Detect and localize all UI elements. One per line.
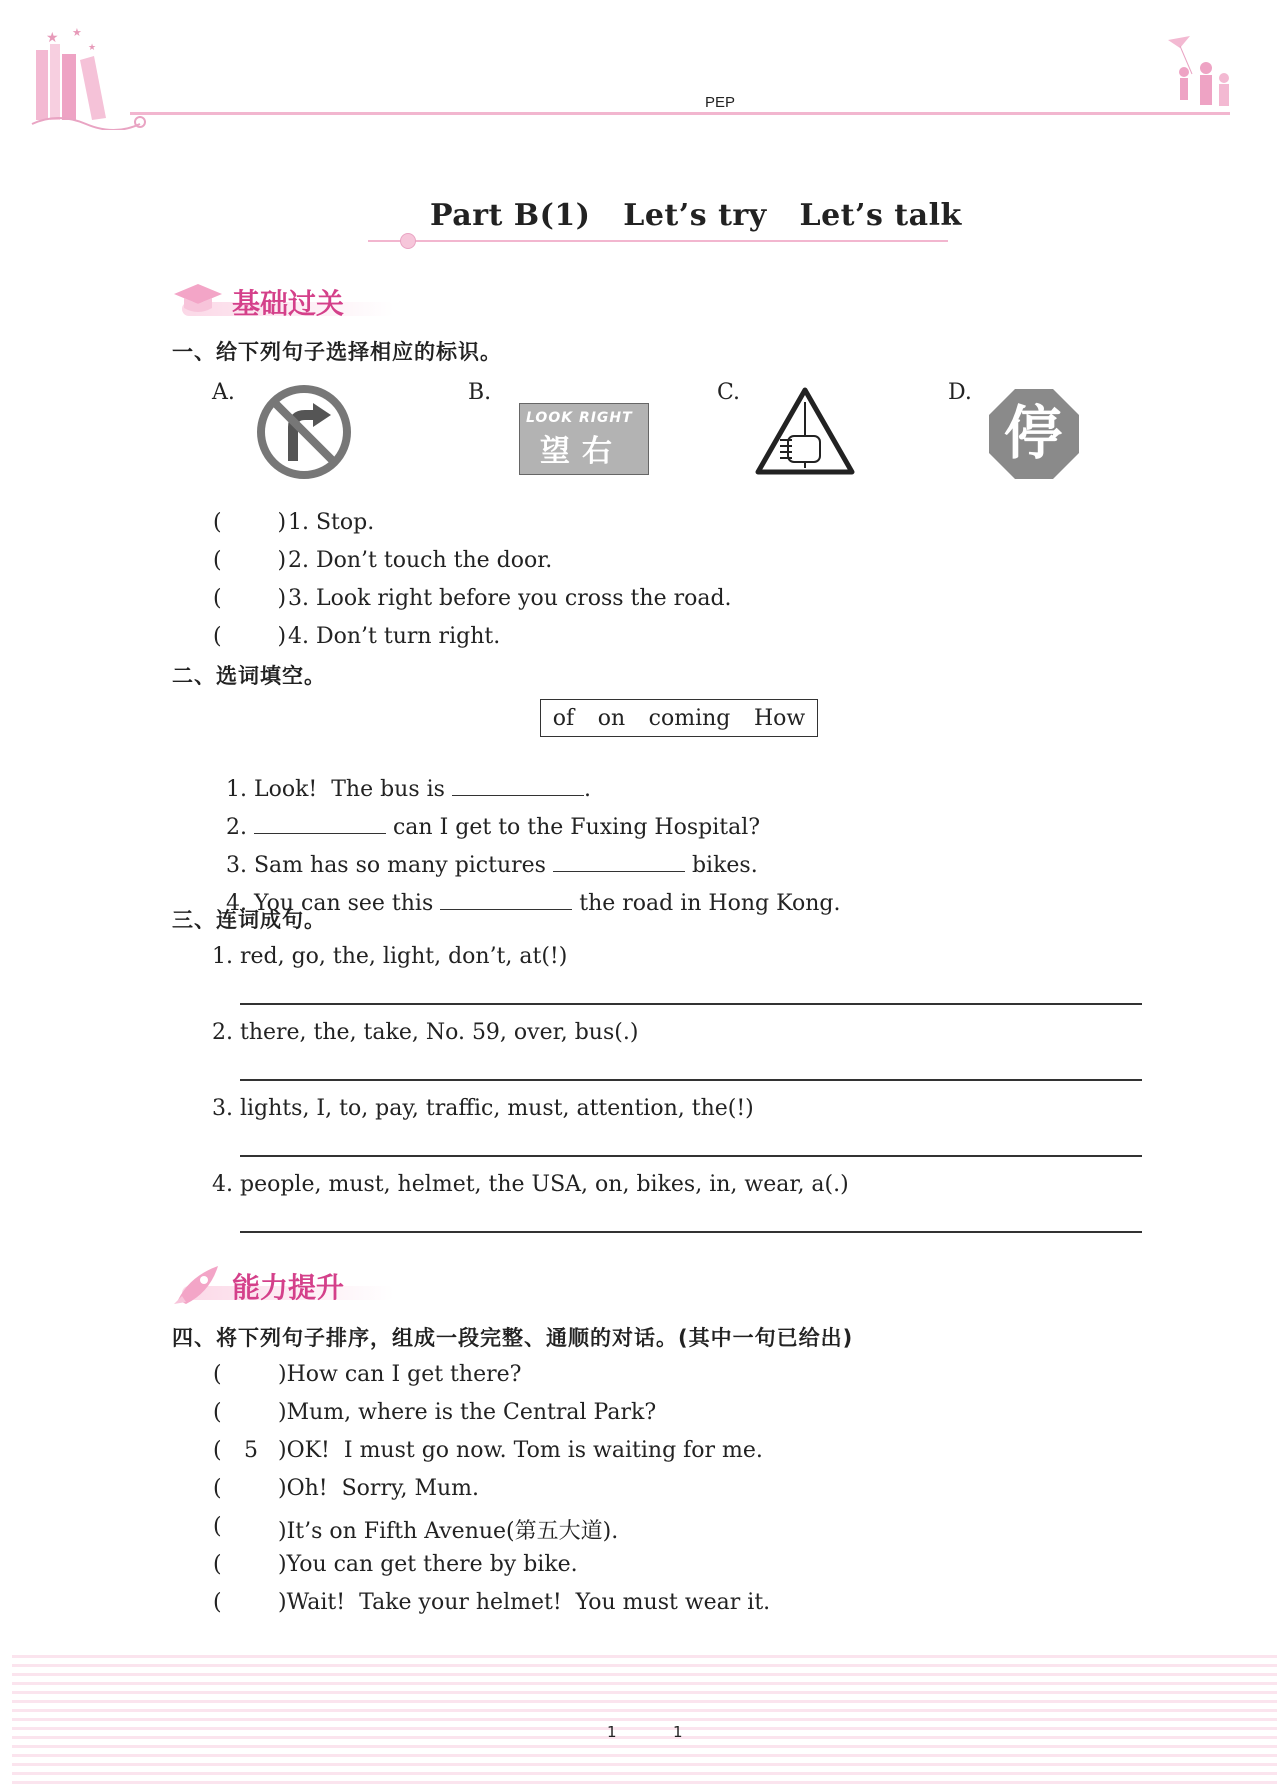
q1-paren-2: ( )	[213, 548, 287, 573]
q1-item-2: 2. Don’t touch the door.	[288, 548, 553, 573]
option-label-d: D.	[948, 380, 972, 405]
question-4-heading: 四、将下列句子排序，组成一段完整、通顺的对话。(其中一句已给出)	[172, 1326, 854, 1350]
q4-item-1: )How can I get there?	[278, 1362, 522, 1387]
q4-item-3: )OK! I must go now. Tom is waiting for me.	[278, 1438, 763, 1463]
q4-open-paren: (	[213, 1552, 222, 1577]
look-right-sign-cn: 望右	[540, 434, 624, 469]
banner-title: 基础过关	[232, 287, 345, 320]
q1-paren-4: ( )	[213, 624, 287, 649]
q3-item-3: 3. lights, I, to, pay, traffic, must, attention, the(!)	[212, 1096, 754, 1121]
page-number-right: 1	[673, 1723, 683, 1741]
question-3-heading: 三、连词成句。	[172, 908, 326, 932]
q2-item-4-after: the road in Hong Kong.	[572, 891, 841, 916]
word-bank-word: on	[597, 705, 626, 731]
q4-open-paren: (	[213, 1438, 222, 1463]
graduation-cap-icon	[170, 278, 226, 318]
question-2-heading: 二、选词填空。	[172, 664, 326, 688]
option-label-a: A.	[212, 380, 235, 405]
q4-open-paren: (	[213, 1476, 222, 1501]
svg-text:★: ★	[72, 26, 82, 39]
no-right-turn-sign-icon	[255, 383, 353, 481]
q1-item-1: 1. Stop.	[288, 510, 375, 535]
q4-item-5: )It’s on Fifth Avenue(第五大道).	[278, 1519, 619, 1544]
word-bank-word: of	[552, 705, 575, 731]
q2-item-1-before: 1. Look! The bus is	[226, 777, 452, 802]
q4-open-paren: (	[213, 1362, 222, 1387]
q4-item-4: )Oh! Sorry, Mum.	[278, 1476, 480, 1501]
question-1-heading: 一、给下列句子选择相应的标识。	[172, 340, 502, 364]
q2-item-2-after: can I get to the Fuxing Hospital?	[385, 815, 761, 840]
q1-item-3: 3. Look right before you cross the road.	[288, 586, 732, 611]
answer-line[interactable]	[240, 1079, 1142, 1081]
stop-sign-text: 停	[1004, 399, 1063, 467]
q2-item-3-before: 3. Sam has so many pictures	[226, 853, 553, 878]
q4-item-2: )Mum, where is the Central Park?	[278, 1400, 657, 1425]
header-rule	[130, 112, 1230, 115]
q4-open-paren: (	[213, 1514, 222, 1539]
answer-line[interactable]	[240, 1155, 1142, 1157]
q1-paren-3: ( )	[213, 586, 287, 611]
answer-line[interactable]	[240, 1003, 1142, 1005]
word-bank	[540, 699, 818, 737]
series-label: PEP	[705, 94, 736, 111]
q3-item-4: 4. people, must, helmet, the USA, on, bikes, in, wear, a(.)	[212, 1172, 849, 1197]
q3-item-1: 1. red, go, the, light, don’t, at(!)	[212, 944, 568, 969]
q2-item-2-before: 2.	[226, 815, 254, 840]
look-right-sign-en: LOOK RIGHT	[526, 410, 633, 426]
rocket-icon	[170, 1262, 226, 1306]
q1-paren-1: ( )	[213, 510, 287, 535]
q2-item-3-after: bikes.	[684, 853, 758, 878]
title-dot	[400, 233, 416, 249]
svg-text:★: ★	[46, 30, 59, 46]
option-label-b: B.	[468, 380, 492, 405]
do-not-touch-sign-icon	[752, 384, 858, 480]
option-label-c: C.	[717, 380, 741, 405]
children-kite-icon	[1160, 34, 1240, 114]
word-bank-word: coming	[648, 705, 731, 731]
banner-title: 能力提升	[232, 1271, 345, 1304]
q4-open-paren: (	[213, 1590, 222, 1615]
q4-open-paren: (	[213, 1400, 222, 1425]
page-number-left: 1	[607, 1723, 617, 1741]
fill-blank[interactable]	[440, 891, 572, 910]
q2-item-1-after: .	[583, 777, 591, 802]
section-banner-basic	[170, 278, 400, 322]
q4-item-6: )You can get there by bike.	[278, 1552, 578, 1577]
answer-line[interactable]	[240, 1231, 1142, 1233]
title-underline	[368, 240, 948, 242]
q3-item-2: 2. there, the, take, No. 59, over, bus(.)	[212, 1020, 639, 1045]
q1-item-4: 4. Don’t turn right.	[288, 624, 501, 649]
page-title: Part B(1) Let’s try Let’s talk	[430, 198, 962, 233]
section-banner-advanced	[170, 1262, 400, 1306]
look-right-sign	[519, 403, 649, 475]
q4-answer-3[interactable]: 5	[244, 1438, 258, 1463]
q2-item-4-before: 4. You can see this	[226, 891, 441, 916]
stop-sign	[987, 387, 1081, 481]
word-bank-word: How	[753, 705, 806, 731]
svg-text:★: ★	[88, 43, 97, 53]
footer-band	[12, 1655, 1277, 1789]
q4-item-7: )Wait! Take your helmet! You must wear it.	[278, 1590, 771, 1615]
